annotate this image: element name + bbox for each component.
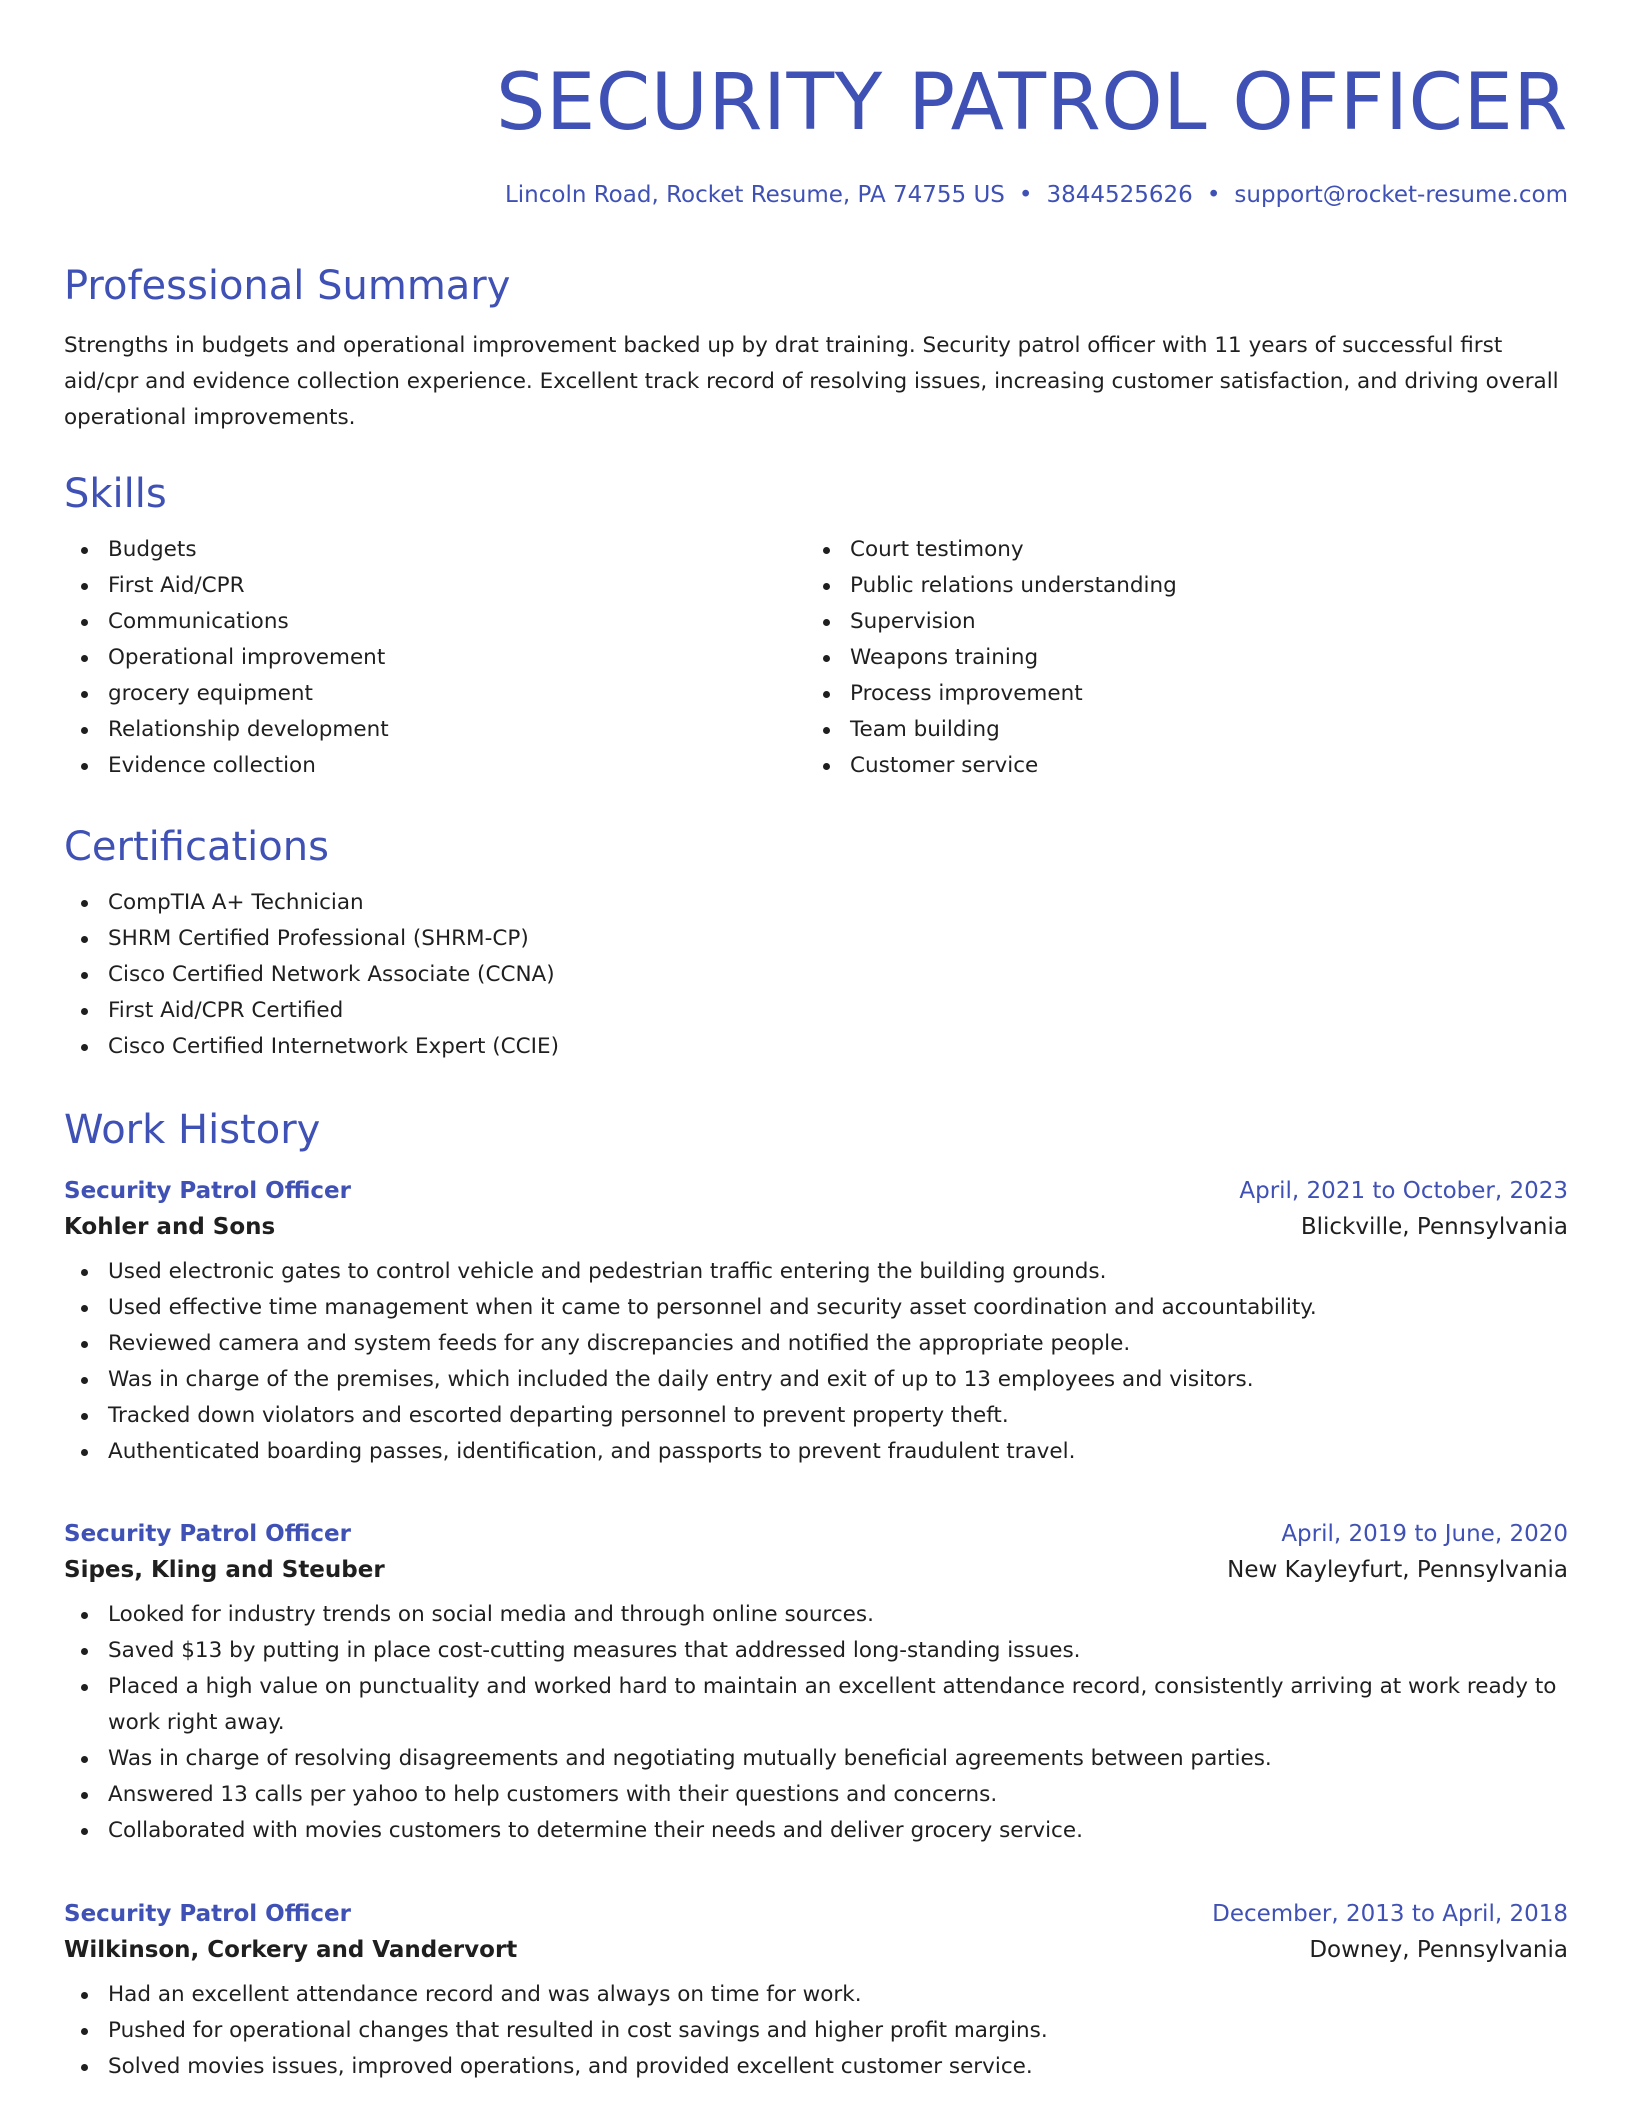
section-title-work-history: Work History: [64, 1107, 321, 1153]
contact-email[interactable]: support@rocket-resume.com: [1234, 182, 1568, 208]
job-header: [64, 1178, 1568, 1204]
section-title-certifications: Certifications: [64, 824, 329, 870]
list-item: Budgets: [64, 532, 806, 568]
list-item: SHRM Certified Professional (SHRM-CP): [64, 921, 1568, 957]
list-item: Court testimony: [806, 532, 1548, 568]
job-header: [64, 1521, 1568, 1547]
list-item: Reviewed camera and system feeds for any discrepancies and notified the appropriate people.: [64, 1326, 1568, 1362]
list-item: Relationship development: [64, 712, 806, 748]
list-item: Cisco Certified Network Associate (CCNA): [64, 957, 1568, 993]
contact-address: Lincoln Road, Rocket Resume, PA 74755 US: [504, 182, 1005, 208]
section-title-skills: Skills: [64, 471, 167, 517]
list-item: Team building: [806, 712, 1548, 748]
skills-list-left: [64, 532, 806, 784]
list-item: grocery equipment: [64, 676, 806, 712]
skills-section: [64, 471, 1568, 784]
skills-list-right: [806, 532, 1548, 784]
summary-section: [64, 263, 1568, 436]
list-item: Weapons training: [806, 640, 1548, 676]
list-item: Used electronic gates to control vehicle and pedestrian traffic entering the building grounds.: [64, 1254, 1568, 1290]
work-history-section: [64, 1107, 1568, 1153]
list-item: Was in charge of resolving disagreements and negotiating mutually beneficial agreements between parties.: [64, 1741, 1568, 1777]
list-item: Customer service: [806, 748, 1548, 784]
list-item: Process improvement: [806, 676, 1548, 712]
job-bullets: [64, 1254, 1568, 1470]
summary-text: Strengths in budgets and operational improvement backed up by drat training. Security patrol officer with 11 years of successful first aid/cpr and evidence collection experience. Excellent track record of resolving issues, increasing customer satisfaction, and driving overall operational improvements.: [64, 333, 1559, 430]
job-subheader: [64, 1214, 1568, 1240]
contact-separator: •: [1206, 182, 1221, 208]
list-item: Answered 13 calls per yahoo to help customers with their questions and concerns.: [64, 1777, 1568, 1813]
job-location: Blickville, Pennsylvania: [1300, 1214, 1568, 1240]
list-item: Communications: [64, 604, 806, 640]
job-bullets: [64, 1597, 1568, 1849]
list-item: First Aid/CPR: [64, 568, 806, 604]
job-title: Security Patrol Officer: [64, 1178, 351, 1204]
job-company: Kohler and Sons: [64, 1214, 276, 1240]
list-item: Placed a high value on punctuality and worked hard to maintain an excellent attendance record, consistently arriving at work ready to work right away.: [64, 1669, 1568, 1741]
list-item: Collaborated with movies customers to determine their needs and deliver grocery service.: [64, 1813, 1568, 1849]
list-item: Cisco Certified Internetwork Expert (CCIE): [64, 1029, 1568, 1065]
certifications-section: [64, 824, 1568, 1065]
list-item: Authenticated boarding passes, identification, and passports to prevent fraudulent travel.: [64, 1434, 1568, 1470]
list-item: Evidence collection: [64, 748, 806, 784]
list-item: First Aid/CPR Certified: [64, 993, 1568, 1029]
list-item: Supervision: [806, 604, 1548, 640]
list-item: Looked for industry trends on social media and through online sources.: [64, 1597, 1568, 1633]
job-entry: [64, 1178, 1568, 1470]
job-company: Wilkinson, Corkery and Vandervort: [64, 1937, 518, 1963]
list-item: CompTIA A+ Technician: [64, 885, 1568, 921]
list-item: Saved $13 by putting in place cost-cutting measures that addressed long-standing issues.: [64, 1633, 1568, 1669]
job-header: [64, 1901, 1568, 1927]
job-dates: December, 2013 to April, 2018: [1212, 1901, 1568, 1927]
job-subheader: [64, 1937, 1568, 1963]
job-entry: [64, 1521, 1568, 1849]
job-title: Security Patrol Officer: [64, 1521, 351, 1547]
list-item: Solved movies issues, improved operations, and provided excellent customer service.: [64, 2049, 1568, 2085]
list-item: Public relations understanding: [806, 568, 1548, 604]
job-entry: [64, 1901, 1568, 2085]
resume-page: [64, 0, 1568, 2079]
job-location: New Kayleyfurt, Pennsylvania: [1227, 1557, 1568, 1583]
job-dates: April, 2021 to October, 2023: [1239, 1178, 1568, 1204]
job-location: Downey, Pennsylvania: [1309, 1937, 1568, 1963]
job-dates: April, 2019 to June, 2020: [1281, 1521, 1568, 1547]
list-item: Used effective time management when it came to personnel and security asset coordination and accountability.: [64, 1290, 1568, 1326]
contact-phone: 3844525626: [1046, 182, 1193, 208]
list-item: Was in charge of the premises, which included the daily entry and exit of up to 13 employees and visitors.: [64, 1362, 1568, 1398]
candidate-name: SECURITY PATROL OFFICER: [495, 58, 1568, 148]
job-subheader: [64, 1557, 1568, 1583]
list-item: Pushed for operational changes that resulted in cost savings and higher profit margins.: [64, 2013, 1568, 2049]
contact-line: [64, 182, 1568, 208]
contact-separator: •: [1018, 182, 1033, 208]
list-item: Had an excellent attendance record and was always on time for work.: [64, 1977, 1568, 2013]
list-item: Operational improvement: [64, 640, 806, 676]
skills-grid: [64, 532, 1568, 784]
job-bullets: [64, 1977, 1568, 2085]
certifications-list: [64, 885, 1568, 1065]
section-title-summary: Professional Summary: [64, 263, 511, 309]
list-item: Tracked down violators and escorted departing personnel to prevent property theft.: [64, 1398, 1568, 1434]
job-title: Security Patrol Officer: [64, 1901, 351, 1927]
job-company: Sipes, Kling and Steuber: [64, 1557, 385, 1583]
